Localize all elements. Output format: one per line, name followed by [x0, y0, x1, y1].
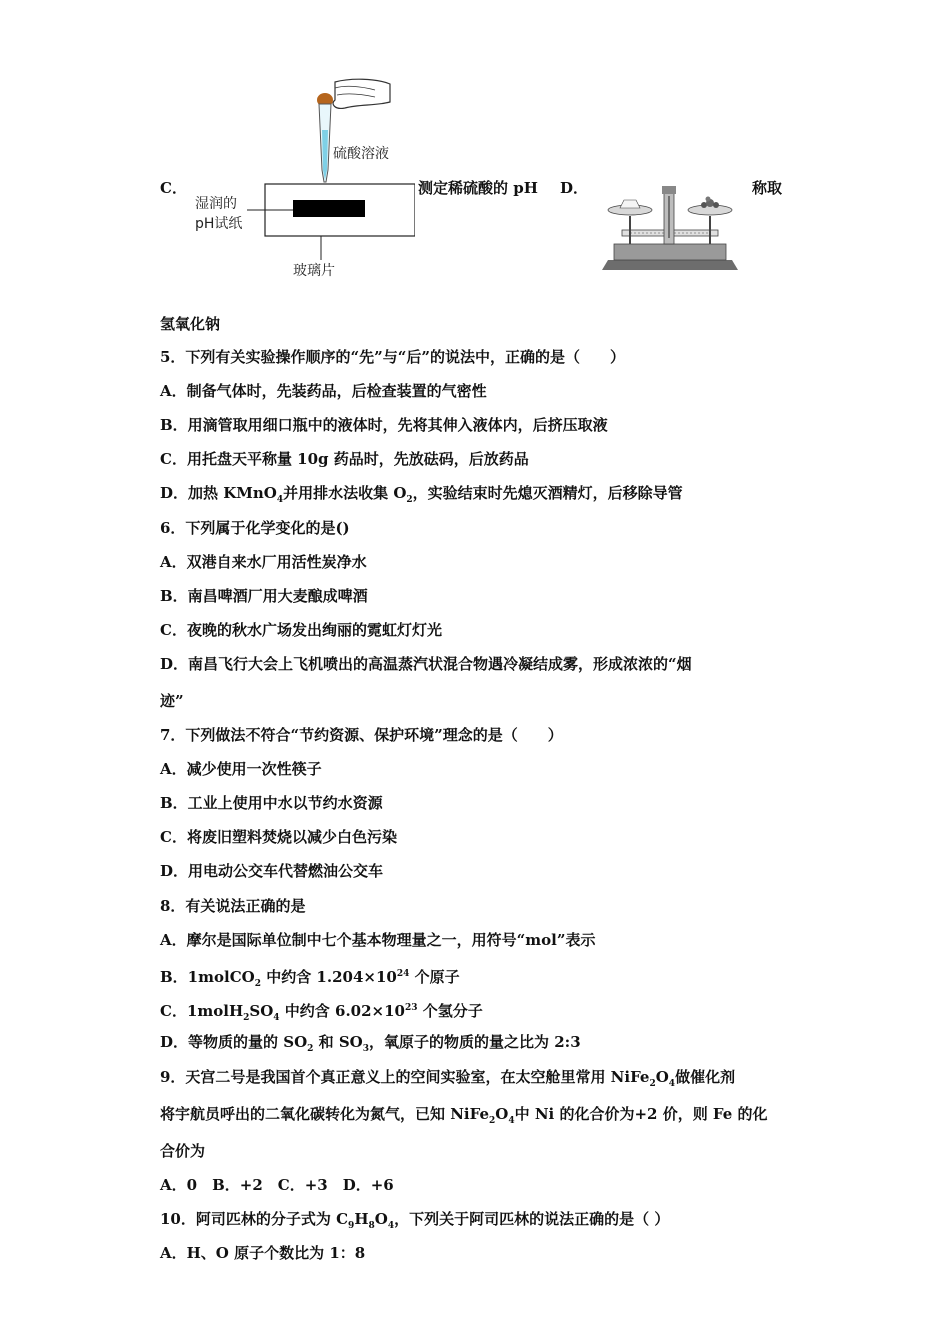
q6-option-a: A．双港自来水厂用活性炭净水 — [160, 553, 367, 571]
q5-option-d: D．加热 KMnO$_4$并用排水法收集 $O_2$，实验结束时先熄灭酒精灯，后移除导管 — [160, 484, 683, 505]
option-c-caption: 测定稀硫酸的 pH — [418, 179, 538, 197]
q8-option-b: B．1molCO$_2$ 中约含 $1.204\times 10^{24}$ 个原子 — [160, 968, 460, 989]
hand-icon — [333, 79, 390, 108]
q6-stem: 6．下列属于化学变化的是() — [160, 519, 350, 537]
q10-stem: 10．阿司匹林的分子式为 $C_9H_8O_4$，下列关于阿司匹林的说法正确的是（ ） — [160, 1210, 670, 1231]
q7-option-c: C．将废旧塑料焚烧以减少白色污染 — [160, 828, 397, 846]
balance-scale-diagram — [600, 178, 740, 274]
option-d-label: D． — [560, 179, 589, 197]
ph-paper-label-line2: pH试纸 — [195, 216, 243, 232]
q9-stem-line1: 9．天宫二号是我国首个真正意义上的空间实验室，在太空舱里常用 $NiFe_2O_4$做催化剂 — [160, 1068, 736, 1089]
ph-paper-label-line1: 湿润的 — [195, 196, 237, 212]
q7-option-a: A．减少使用一次性筷子 — [160, 760, 322, 778]
q8-option-a: A．摩尔是国际单位制中七个基本物理量之一，用符号“mol”表示 — [160, 931, 596, 949]
option-d-caption: 称取 — [752, 179, 783, 197]
option-d-wrap-text: 氢氧化钠 — [160, 315, 221, 333]
q5-option-b: B．用滴管取用细口瓶中的液体时，先将其伸入液体内，后挤压取液 — [160, 416, 608, 434]
q6-option-d-line2: 迹” — [160, 692, 184, 710]
q9-options: A．0 B．+2 C．+3 D．+6 — [160, 1176, 394, 1194]
q5-option-a: A．制备气体时，先装药品，后检查装置的气密性 — [160, 382, 487, 400]
q6-option-d-line1: D．南昌飞行大会上飞机喷出的高温蒸汽状混合物遇冷凝结成雾，形成浓浓的“烟 — [160, 655, 692, 673]
q7-stem: 7．下列做法不符合“节约资源、保护环境”理念的是（ ） — [160, 726, 563, 744]
q6-option-b: B．南昌啤酒厂用大麦酿成啤酒 — [160, 587, 368, 605]
ph-test-diagram — [185, 70, 415, 285]
ph-paper — [293, 200, 365, 217]
q5-option-c: C．用托盘天平称量 10g 药品时，先放砝码，后放药品 — [160, 450, 529, 468]
q9-stem-line3: 合价为 — [160, 1142, 206, 1160]
q10-option-a: A．H、O 原子个数比为 1：8 — [160, 1244, 366, 1262]
q9-stem-line2: 将宇航员呼出的二氧化碳转化为氮气，已知 $NiFe_2O_4$中 Ni 的化合价为+2 价，则 Fe 的化 — [160, 1105, 768, 1126]
q7-option-b: B．工业上使用中水以节约水资源 — [160, 794, 383, 812]
q8-stem: 8．有关说法正确的是 — [160, 897, 306, 915]
glass-plate-label: 玻璃片 — [293, 263, 335, 279]
q6-option-c: C．夜晚的秋水广场发出绚丽的霓虹灯灯光 — [160, 621, 442, 639]
q5-stem: 5．下列有关实验操作顺序的“先”与“后”的说法中，正确的是（ ） — [160, 348, 625, 366]
q8-option-d: D．等物质的量的 $SO_2$ 和 $SO_3$，氧原子的物质的量之比为 2:3 — [160, 1033, 581, 1054]
acid-solution-label: 硫酸溶液 — [333, 146, 389, 162]
q8-option-c: C．$1molH_2SO_4$ 中约含 $6.02\times 10^{23}$ 个氢分子 — [160, 1002, 483, 1023]
option-c-label: C． — [160, 179, 187, 197]
q7-option-d: D．用电动公交车代替燃油公交车 — [160, 862, 384, 880]
